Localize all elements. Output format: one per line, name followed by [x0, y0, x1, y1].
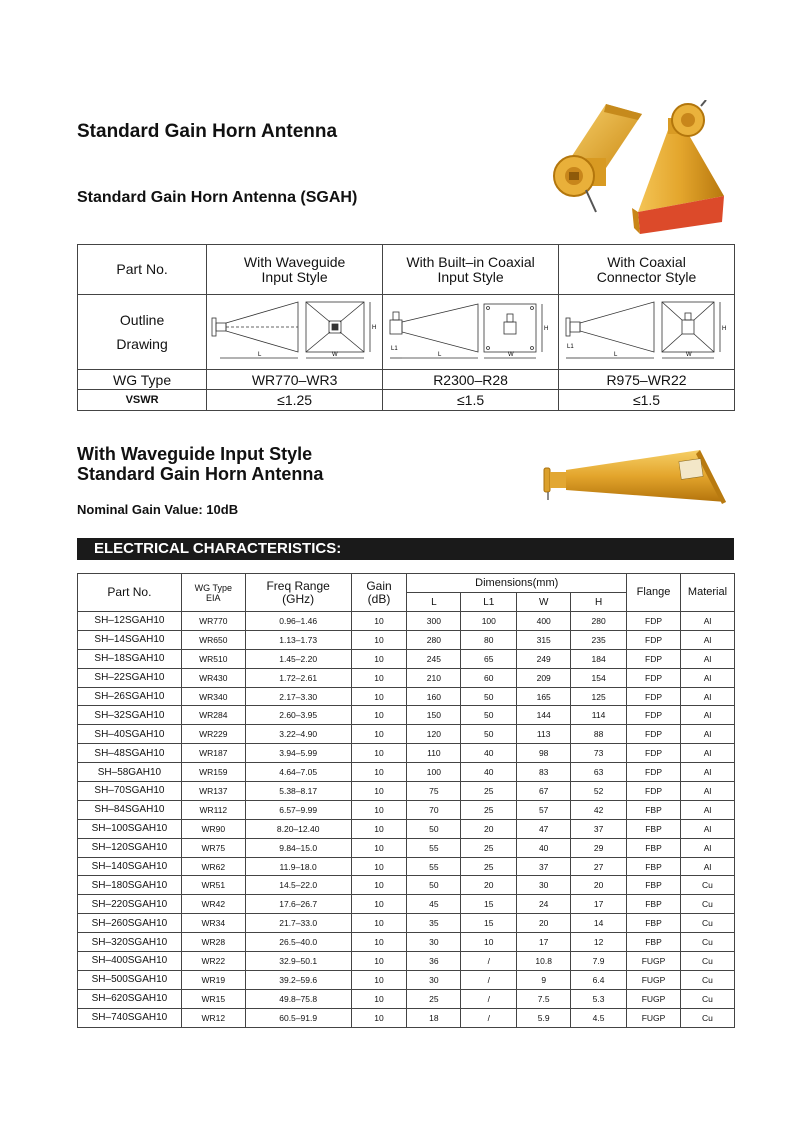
cell-gain: 10 — [351, 706, 407, 725]
table-row — [78, 857, 735, 876]
cell-dim-l1: 50 — [461, 687, 517, 706]
cell-part-no: SH–14SGAH10 — [78, 630, 182, 649]
cell-freq-range: 2.60–3.95 — [245, 706, 351, 725]
table-row — [78, 687, 735, 706]
table-row — [78, 800, 735, 819]
table-row — [78, 649, 735, 668]
header-gain: Gain (dB) — [351, 574, 407, 612]
cell-dim-l: 30 — [407, 933, 461, 952]
cell-freq-range: 1.72–2.61 — [245, 668, 351, 687]
cell-freq-range: 3.22–4.90 — [245, 725, 351, 744]
cell-dim-l1: 25 — [461, 838, 517, 857]
cell-flange: FBP — [627, 876, 681, 895]
cell-dim-l: 280 — [407, 630, 461, 649]
header-h: H — [571, 593, 627, 612]
cell-material: Al — [680, 857, 734, 876]
cell-material: Cu — [680, 970, 734, 989]
cell-dim-l1: 25 — [461, 857, 517, 876]
cell-part-no: SH–400SGAH10 — [78, 952, 182, 971]
cell-dim-l1: / — [461, 1008, 517, 1027]
table-row — [78, 782, 735, 801]
header-l: L — [407, 593, 461, 612]
vswr-waveguide: ≤1.25 — [207, 390, 383, 411]
cell-gain: 10 — [351, 800, 407, 819]
cell-dim-l: 300 — [407, 612, 461, 631]
cell-gain: 10 — [351, 782, 407, 801]
cell-flange: FDP — [627, 744, 681, 763]
style-header-builtin-coaxial: With Built–in Coaxial Input Style — [383, 245, 559, 295]
section-title: With Waveguide Input Style Standard Gain Horn Antenna — [77, 444, 324, 484]
cell-freq-range: 14.5–22.0 — [245, 876, 351, 895]
cell-wg-type: WR229 — [181, 725, 245, 744]
cell-flange: FBP — [627, 914, 681, 933]
cell-material: Al — [680, 763, 734, 782]
cell-dim-w: 400 — [517, 612, 571, 631]
cell-gain: 10 — [351, 687, 407, 706]
cell-freq-range: 32.9–50.1 — [245, 952, 351, 971]
cell-wg-type: WR62 — [181, 857, 245, 876]
cell-freq-range: 21.7–33.0 — [245, 914, 351, 933]
cell-material: Al — [680, 725, 734, 744]
cell-material: Cu — [680, 895, 734, 914]
header-l1: L1 — [461, 593, 517, 612]
header-w: W — [517, 593, 571, 612]
cell-freq-range: 26.5–40.0 — [245, 933, 351, 952]
cell-dim-h: 20 — [571, 876, 627, 895]
cell-dim-l: 100 — [407, 763, 461, 782]
cell-flange: FDP — [627, 706, 681, 725]
cell-material: Cu — [680, 914, 734, 933]
cell-dim-h: 7.9 — [571, 952, 627, 971]
cell-dim-l1: 25 — [461, 800, 517, 819]
svg-text:H: H — [543, 325, 548, 332]
svg-text:L1: L1 — [390, 345, 398, 352]
cell-dim-l1: 100 — [461, 612, 517, 631]
cell-dim-l1: 40 — [461, 744, 517, 763]
cell-wg-type: WR15 — [181, 989, 245, 1008]
outline-drawing-label: Outline Drawing — [78, 295, 207, 370]
cell-part-no: SH–84SGAH10 — [78, 800, 182, 819]
svg-text:H: H — [371, 324, 376, 331]
table-row — [78, 933, 735, 952]
cell-wg-type: WR284 — [181, 706, 245, 725]
cell-gain: 10 — [351, 819, 407, 838]
cell-freq-range: 1.13–1.73 — [245, 630, 351, 649]
outline-drawing-waveguide — [207, 295, 383, 370]
cell-dim-h: 4.5 — [571, 1008, 627, 1027]
cell-wg-type: WR650 — [181, 630, 245, 649]
cell-flange: FDP — [627, 649, 681, 668]
cell-dim-w: 47 — [517, 819, 571, 838]
cell-wg-type: WR42 — [181, 895, 245, 914]
cell-gain: 10 — [351, 838, 407, 857]
cell-dim-l: 110 — [407, 744, 461, 763]
cell-flange: FBP — [627, 800, 681, 819]
antenna-styles-table — [77, 244, 735, 411]
cell-dim-l: 18 — [407, 1008, 461, 1027]
cell-material: Cu — [680, 1008, 734, 1027]
style-header-waveguide: With Waveguide Input Style — [207, 245, 383, 295]
electrical-characteristics-table — [77, 573, 735, 1028]
cell-flange: FBP — [627, 857, 681, 876]
cell-freq-range: 17.6–26.7 — [245, 895, 351, 914]
table-row — [78, 630, 735, 649]
cell-freq-range: 11.9–18.0 — [245, 857, 351, 876]
cell-material: Al — [680, 649, 734, 668]
cell-dim-w: 209 — [517, 668, 571, 687]
cell-dim-l: 150 — [407, 706, 461, 725]
cell-material: Al — [680, 687, 734, 706]
cell-dim-l1: / — [461, 989, 517, 1008]
cell-dim-h: 114 — [571, 706, 627, 725]
cell-wg-type: WR159 — [181, 763, 245, 782]
cell-flange: FDP — [627, 763, 681, 782]
cell-wg-type: WR90 — [181, 819, 245, 838]
cell-part-no: SH–740SGAH10 — [78, 1008, 182, 1027]
cell-flange: FDP — [627, 668, 681, 687]
cell-material: Al — [680, 706, 734, 725]
cell-flange: FDP — [627, 630, 681, 649]
cell-dim-w: 249 — [517, 649, 571, 668]
cell-gain: 10 — [351, 744, 407, 763]
cell-material: Al — [680, 612, 734, 631]
header-wg-type: WG Type EIA — [181, 574, 245, 612]
cell-flange: FBP — [627, 895, 681, 914]
cell-material: Al — [680, 838, 734, 857]
cell-dim-l1: / — [461, 970, 517, 989]
cell-dim-l1: 40 — [461, 763, 517, 782]
cell-dim-l: 70 — [407, 800, 461, 819]
waveguide-horn-photo — [540, 448, 730, 508]
cell-wg-type: WR22 — [181, 952, 245, 971]
cell-part-no: SH–40SGAH10 — [78, 725, 182, 744]
cell-flange: FBP — [627, 838, 681, 857]
cell-dim-l1: 65 — [461, 649, 517, 668]
cell-dim-l: 50 — [407, 876, 461, 895]
cell-dim-l1: 25 — [461, 782, 517, 801]
cell-dim-w: 83 — [517, 763, 571, 782]
cell-dim-h: 235 — [571, 630, 627, 649]
outline-drawing-coaxial-connector — [559, 295, 735, 370]
cell-material: Al — [680, 668, 734, 687]
cell-dim-w: 20 — [517, 914, 571, 933]
cell-dim-l1: 10 — [461, 933, 517, 952]
table-row — [78, 612, 735, 631]
cell-flange: FBP — [627, 933, 681, 952]
cell-part-no: SH–120SGAH10 — [78, 838, 182, 857]
cell-gain: 10 — [351, 952, 407, 971]
cell-gain: 10 — [351, 970, 407, 989]
cell-dim-l: 75 — [407, 782, 461, 801]
cell-dim-w: 165 — [517, 687, 571, 706]
svg-text:W: W — [685, 351, 692, 358]
cell-dim-l: 120 — [407, 725, 461, 744]
cell-dim-w: 24 — [517, 895, 571, 914]
table-row — [78, 838, 735, 857]
electrical-characteristics-heading: ELECTRICAL CHARACTERISTICS: — [77, 538, 734, 560]
cell-part-no: SH–180SGAH10 — [78, 876, 182, 895]
cell-flange: FDP — [627, 612, 681, 631]
wg-type-builtin-coaxial: R2300–R28 — [383, 370, 559, 390]
cell-freq-range: 5.38–8.17 — [245, 782, 351, 801]
cell-part-no: SH–48SGAH10 — [78, 744, 182, 763]
cell-freq-range: 49.8–75.8 — [245, 989, 351, 1008]
cell-part-no: SH–100SGAH10 — [78, 819, 182, 838]
cell-dim-l: 50 — [407, 819, 461, 838]
cell-dim-l1: 50 — [461, 725, 517, 744]
cell-wg-type: WR19 — [181, 970, 245, 989]
cell-freq-range: 60.5–91.9 — [245, 1008, 351, 1027]
cell-part-no: SH–140SGAH10 — [78, 857, 182, 876]
cell-dim-h: 12 — [571, 933, 627, 952]
cell-part-no: SH–18SGAH10 — [78, 649, 182, 668]
cell-dim-l1: 80 — [461, 630, 517, 649]
cell-freq-range: 2.17–3.30 — [245, 687, 351, 706]
table-row — [78, 970, 735, 989]
table-row — [78, 876, 735, 895]
wg-type-label: WG Type — [78, 370, 207, 390]
cell-dim-l: 55 — [407, 838, 461, 857]
table-row — [78, 914, 735, 933]
cell-dim-l: 55 — [407, 857, 461, 876]
cell-dim-w: 144 — [517, 706, 571, 725]
table-row — [78, 706, 735, 725]
cell-part-no: SH–26SGAH10 — [78, 687, 182, 706]
table-row — [78, 1008, 735, 1027]
vswr-builtin-coaxial: ≤1.5 — [383, 390, 559, 411]
cell-material: Cu — [680, 876, 734, 895]
cell-dim-h: 125 — [571, 687, 627, 706]
svg-text:L1: L1 — [566, 343, 574, 350]
cell-wg-type: WR340 — [181, 687, 245, 706]
vswr-label: VSWR — [78, 390, 207, 411]
cell-freq-range: 4.64–7.05 — [245, 763, 351, 782]
cell-flange: FUGP — [627, 952, 681, 971]
cell-dim-l: 45 — [407, 895, 461, 914]
cell-dim-h: 73 — [571, 744, 627, 763]
cell-dim-l1: 15 — [461, 895, 517, 914]
cell-wg-type: WR28 — [181, 933, 245, 952]
cell-dim-w: 10.8 — [517, 952, 571, 971]
cell-gain: 10 — [351, 649, 407, 668]
header-part-no: Part No. — [78, 574, 182, 612]
cell-wg-type: WR430 — [181, 668, 245, 687]
cell-material: Al — [680, 800, 734, 819]
cell-material: Cu — [680, 952, 734, 971]
cell-dim-w: 67 — [517, 782, 571, 801]
cell-gain: 10 — [351, 914, 407, 933]
nominal-gain: Nominal Gain Value: 10dB — [77, 502, 239, 517]
horn-antenna-photo — [546, 100, 726, 240]
header-dimensions: Dimensions(mm) — [407, 574, 627, 593]
cell-freq-range: 9.84–15.0 — [245, 838, 351, 857]
cell-dim-h: 37 — [571, 819, 627, 838]
table-row — [78, 668, 735, 687]
cell-dim-w: 40 — [517, 838, 571, 857]
cell-part-no: SH–320SGAH10 — [78, 933, 182, 952]
cell-wg-type: WR112 — [181, 800, 245, 819]
style-header-coaxial-connector: With Coaxial Connector Style — [559, 245, 735, 295]
cell-dim-w: 37 — [517, 857, 571, 876]
page-title: Standard Gain Horn Antenna — [77, 121, 338, 142]
cell-dim-l: 210 — [407, 668, 461, 687]
cell-gain: 10 — [351, 1008, 407, 1027]
cell-freq-range: 3.94–5.99 — [245, 744, 351, 763]
cell-part-no: SH–12SGAH10 — [78, 612, 182, 631]
cell-material: Cu — [680, 989, 734, 1008]
wg-type-waveguide: WR770–WR3 — [207, 370, 383, 390]
table-row — [78, 952, 735, 971]
cell-wg-type: WR510 — [181, 649, 245, 668]
cell-dim-h: 63 — [571, 763, 627, 782]
cell-gain: 10 — [351, 876, 407, 895]
cell-dim-h: 17 — [571, 895, 627, 914]
cell-freq-range: 1.45–2.20 — [245, 649, 351, 668]
cell-dim-h: 29 — [571, 838, 627, 857]
cell-flange: FDP — [627, 687, 681, 706]
table-row — [78, 744, 735, 763]
cell-wg-type: WR75 — [181, 838, 245, 857]
cell-dim-w: 5.9 — [517, 1008, 571, 1027]
cell-dim-l1: / — [461, 952, 517, 971]
table-row — [78, 763, 735, 782]
cell-gain: 10 — [351, 857, 407, 876]
cell-dim-h: 42 — [571, 800, 627, 819]
cell-gain: 10 — [351, 933, 407, 952]
cell-dim-h: 14 — [571, 914, 627, 933]
page-subtitle: Standard Gain Horn Antenna (SGAH) — [77, 189, 358, 206]
cell-dim-w: 98 — [517, 744, 571, 763]
cell-freq-range: 0.96–1.46 — [245, 612, 351, 631]
cell-wg-type: WR12 — [181, 1008, 245, 1027]
header-freq-range: Freq Range (GHz) — [245, 574, 351, 612]
cell-dim-l: 160 — [407, 687, 461, 706]
cell-freq-range: 6.57–9.99 — [245, 800, 351, 819]
cell-material: Al — [680, 744, 734, 763]
cell-part-no: SH–260SGAH10 — [78, 914, 182, 933]
cell-flange: FUGP — [627, 970, 681, 989]
cell-wg-type: WR34 — [181, 914, 245, 933]
cell-dim-l1: 50 — [461, 706, 517, 725]
cell-gain: 10 — [351, 630, 407, 649]
cell-dim-h: 88 — [571, 725, 627, 744]
cell-dim-w: 113 — [517, 725, 571, 744]
builtin-coaxial-outline-drawing — [386, 296, 556, 364]
cell-part-no: SH–620SGAH10 — [78, 989, 182, 1008]
cell-dim-w: 17 — [517, 933, 571, 952]
cell-freq-range: 8.20–12.40 — [245, 819, 351, 838]
cell-dim-l1: 60 — [461, 668, 517, 687]
svg-text:L: L — [613, 351, 617, 358]
cell-material: Cu — [680, 933, 734, 952]
cell-dim-l: 25 — [407, 989, 461, 1008]
svg-text:W: W — [331, 351, 338, 358]
svg-text:W: W — [507, 351, 514, 358]
cell-part-no: SH–22SGAH10 — [78, 668, 182, 687]
cell-dim-h: 280 — [571, 612, 627, 631]
cell-material: Al — [680, 782, 734, 801]
cell-dim-h: 154 — [571, 668, 627, 687]
cell-dim-w: 57 — [517, 800, 571, 819]
cell-material: Al — [680, 819, 734, 838]
cell-part-no: SH–32SGAH10 — [78, 706, 182, 725]
table-row — [78, 895, 735, 914]
svg-text:L: L — [437, 351, 441, 358]
cell-dim-l1: 20 — [461, 819, 517, 838]
cell-gain: 10 — [351, 989, 407, 1008]
cell-gain: 10 — [351, 668, 407, 687]
svg-text:L: L — [257, 351, 261, 358]
wg-type-coaxial-connector: R975–WR22 — [559, 370, 735, 390]
cell-gain: 10 — [351, 612, 407, 631]
vswr-coaxial-connector: ≤1.5 — [559, 390, 735, 411]
cell-dim-h: 184 — [571, 649, 627, 668]
cell-dim-w: 9 — [517, 970, 571, 989]
cell-part-no: SH–70SGAH10 — [78, 782, 182, 801]
cell-dim-h: 6.4 — [571, 970, 627, 989]
cell-flange: FUGP — [627, 1008, 681, 1027]
cell-dim-w: 315 — [517, 630, 571, 649]
coaxial-connector-outline-drawing — [562, 296, 732, 364]
cell-dim-l1: 15 — [461, 914, 517, 933]
cell-wg-type: WR187 — [181, 744, 245, 763]
cell-gain: 10 — [351, 725, 407, 744]
cell-dim-l1: 20 — [461, 876, 517, 895]
part-no-header: Part No. — [78, 245, 207, 295]
cell-dim-l: 30 — [407, 970, 461, 989]
cell-freq-range: 39.2–59.6 — [245, 970, 351, 989]
table-row — [78, 819, 735, 838]
cell-dim-w: 30 — [517, 876, 571, 895]
header-material: Material — [680, 574, 734, 612]
cell-flange: FDP — [627, 782, 681, 801]
table-row — [78, 989, 735, 1008]
cell-dim-w: 7.5 — [517, 989, 571, 1008]
outline-drawing-builtin-coaxial — [383, 295, 559, 370]
cell-wg-type: WR51 — [181, 876, 245, 895]
cell-material: Al — [680, 630, 734, 649]
cell-dim-l: 36 — [407, 952, 461, 971]
cell-part-no: SH–220SGAH10 — [78, 895, 182, 914]
cell-dim-l: 35 — [407, 914, 461, 933]
cell-flange: FBP — [627, 819, 681, 838]
cell-flange: FDP — [627, 725, 681, 744]
cell-gain: 10 — [351, 895, 407, 914]
cell-dim-h: 52 — [571, 782, 627, 801]
cell-part-no: SH–500SGAH10 — [78, 970, 182, 989]
waveguide-outline-drawing — [210, 296, 380, 364]
cell-wg-type: WR137 — [181, 782, 245, 801]
cell-dim-h: 27 — [571, 857, 627, 876]
svg-text:H: H — [721, 325, 726, 332]
cell-dim-h: 5.3 — [571, 989, 627, 1008]
header-flange: Flange — [627, 574, 681, 612]
cell-flange: FUGP — [627, 989, 681, 1008]
cell-wg-type: WR770 — [181, 612, 245, 631]
cell-dim-l: 245 — [407, 649, 461, 668]
table-row — [78, 725, 735, 744]
cell-part-no: SH–58GAH10 — [78, 763, 182, 782]
cell-gain: 10 — [351, 763, 407, 782]
